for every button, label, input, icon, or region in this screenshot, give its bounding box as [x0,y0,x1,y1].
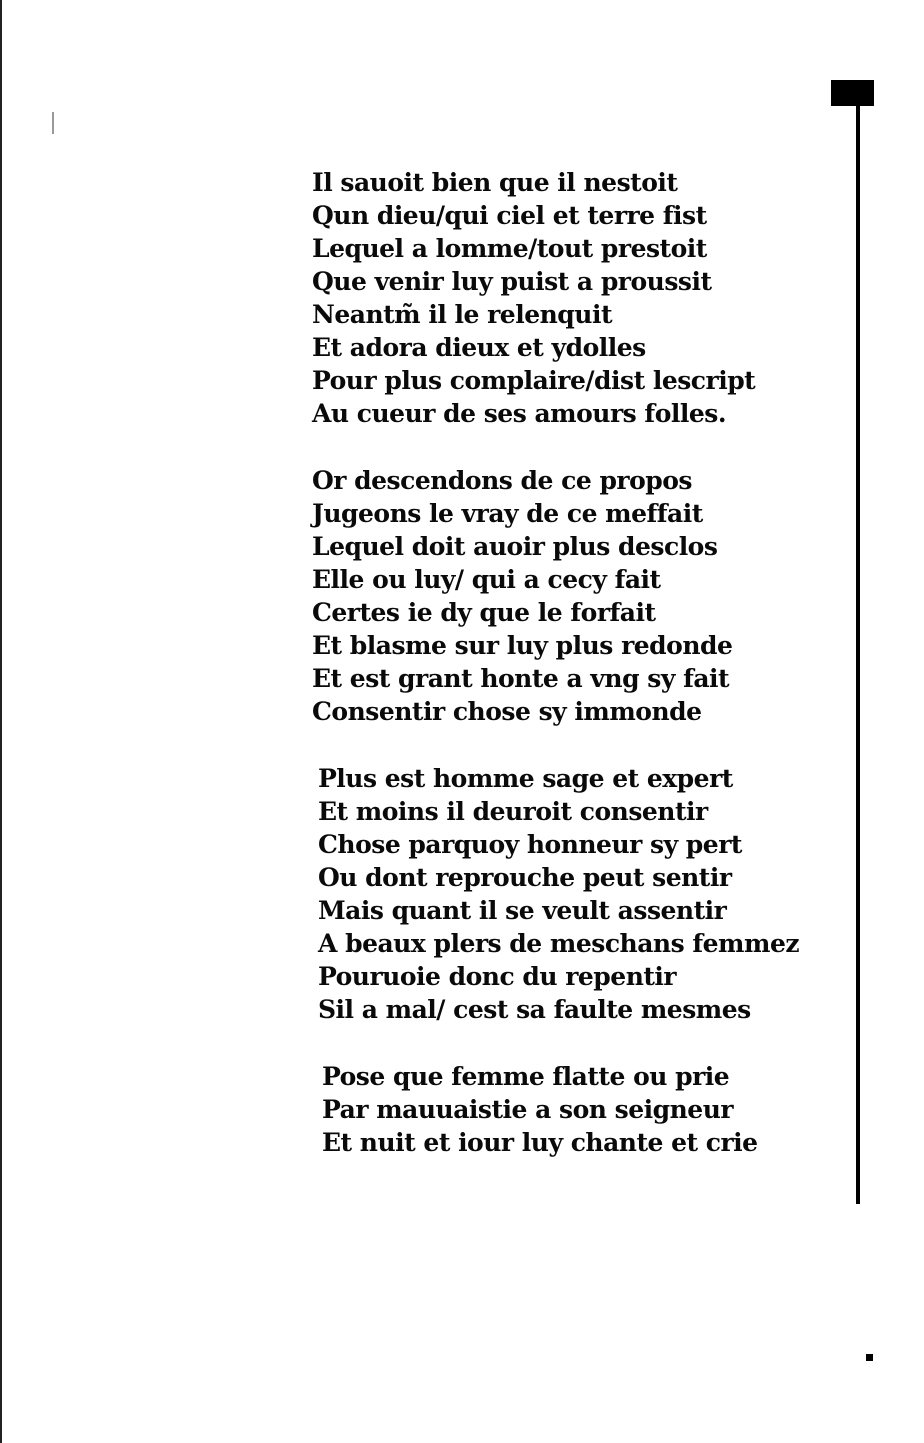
verse-line: Consentir chose sy immonde [312,697,702,726]
margin-mark [52,112,54,134]
verse-line: Pose que femme flatte ou prie [322,1062,730,1091]
verse-line: Chose parquoy honneur sy pert [318,830,742,859]
verse-line: Et moins il deuroit consentir [318,797,708,826]
verse-line: Au cueur de ses amours folles. [312,399,727,428]
verse-line: Et blasme sur luy plus redonde [312,631,733,660]
verse-line: Sil a mal/ cest sa faulte mesmes [318,995,751,1024]
verse-line: Et adora dieux et ydolles [312,333,646,362]
verse-line: Certes ie dy que le forfait [312,598,656,627]
stanza [318,762,799,1026]
verse-line: Or descendons de ce propos [312,466,693,495]
page-edge-tab [831,80,874,106]
verse-line: Pouruoie donc du repentir [318,962,677,991]
stanza [312,464,732,728]
verse-line: Il sauoit bien que il nestoit [312,168,678,197]
verse-line: Lequel doit auoir plus desclos [312,532,718,561]
verse-line: Que venir luy puist a proussit [312,267,712,296]
scan-speck [866,1354,873,1361]
verse-line: Qun dieu/qui ciel et terre fist [312,201,707,230]
verse-line: Et nuit et iour luy chante et crie [322,1128,758,1157]
verse-line: Elle ou luy/ qui a cecy fait [312,565,661,594]
verse-line: Ou dont reprouche peut sentir [318,863,732,892]
stanza [312,166,755,430]
verse-line: Pour plus complaire/dist lescript [312,366,756,395]
verse-line: Jugeons le vray de ce meffait [312,499,703,528]
verse-line: Par mauuaistie a son seigneur [322,1095,734,1124]
page-edge-line [856,104,860,1204]
verse-line: A beaux plers de meschans femmez [318,929,800,958]
verse-line: Mais quant il se veult assentir [318,896,727,925]
verse-line: Neantm̃ il le relenquit [312,300,612,329]
verse-line: Lequel a lomme/tout prestoit [312,234,707,263]
verse-line: Et est grant honte a vng sy fait [312,664,730,693]
verse-line: Plus est homme sage et expert [318,764,733,793]
scan-left-edge [0,0,2,1443]
stanza [322,1060,758,1159]
